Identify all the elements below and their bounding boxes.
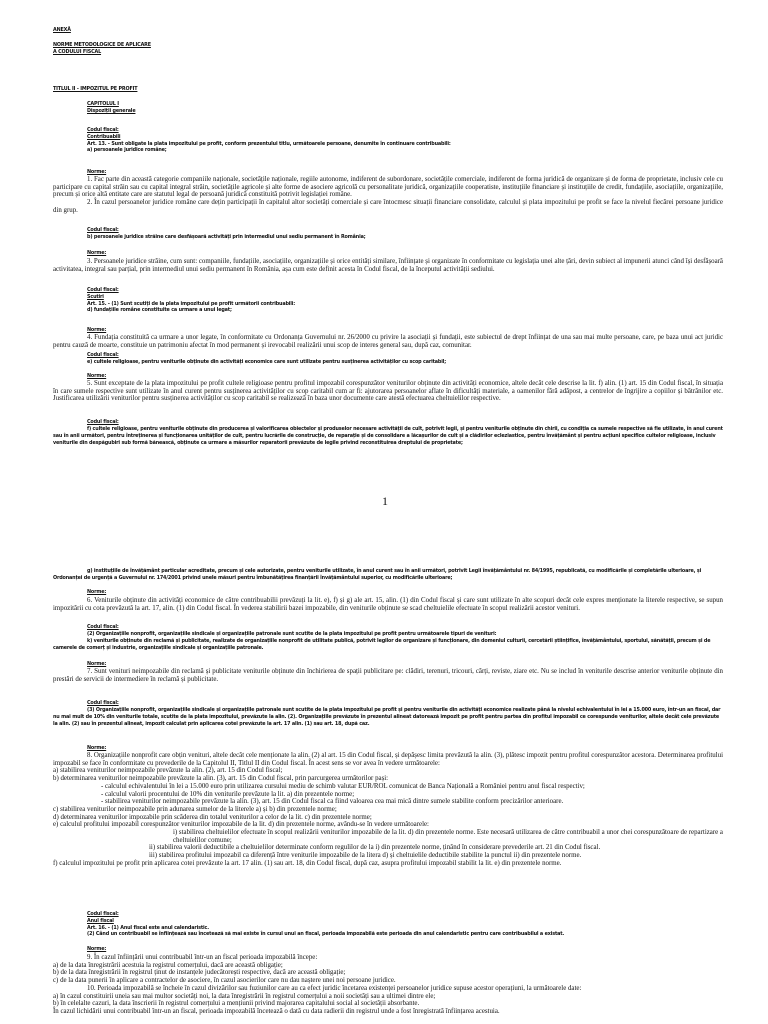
norm-paragraph-10: 10. Perioada impozabilă se încheie în cazul divizărilor sau fuziunilor care au ca efect juridic încetarea existenței persoanelor juridice supuse acestor operațiuni, la următoarele date: [87, 984, 582, 992]
fiscal-code-block-2 [87, 227, 723, 241]
norms-label: Norme: [87, 946, 107, 952]
fiscal-code-article: Art. 16. - (1) Anul fiscal este anul calendaristic. [87, 924, 209, 931]
norms-paragraphs-4 [53, 380, 723, 403]
fiscal-code-label: Codul fiscal: [87, 700, 119, 706]
norms-label: Norme: [87, 373, 107, 379]
norm-paragraph-9: 9. În cazul înființării unui contribuabil într-un an fiscal perioada impozabilă începe: [87, 954, 318, 961]
fiscal-code-block-5 [87, 419, 723, 426]
norms-label: Norme: [87, 250, 107, 256]
chapter-subtitle: Dispoziții generale [87, 107, 136, 114]
norm-paragraph-7: 7. Sunt venituri neimpozabile din reclamă și publicitate veniturile obținute din închirierea de spații publicitare pe: clădiri, terenuri, tricouri, cărți, reviste, ziare etc. Nu se includ în veniturile descrise anterior veniturile obținute din prestări de servicii de intermediere în reclamă și publicitate. [53, 668, 723, 683]
norm-sub-item: ii) stabilirea valorii deductibile a cheltuielilor determinate conform regulilor de la i) din prezentele norme, ținând în considerare prevederile art. 21 din Codul fiscal. [149, 844, 601, 852]
fiscal-code-article: (2) Organizațiile nonprofit, organizațiile sindicale și organizațiile patronale sunt scutite de la plata impozitului pe profit pentru următoarele tipuri de venituri: [87, 630, 497, 637]
fiscal-code-block-5-text [53, 426, 723, 446]
norm-paragraph-3: 3. Persoanele juridice străine, cum sunt: companiile, fundațiile, asociațiile, organizațiile și orice entități similare, înființate și organizate în conformitate cu legislația unei alte țări, devin subiect al impunerii atunci când își desfășoară activitatea, integral sau parțial, prin intermediul unui sediu permanent în România, așa cum este definit acesta în Codul fiscal, de la începutul activității sediului. [53, 258, 723, 273]
norms-label-4 [87, 373, 723, 380]
fiscal-code-article: Art. 13. - Sunt obligate la plata impozitului pe profit, conform prezentului titlu, următoarele persoane, denumite în continuare contribuabili: [87, 140, 451, 147]
chapter-heading [87, 101, 723, 115]
norm-list-item: f) calculul impozitului pe profit prin aplicarea cotei prevăzute la art. 17 alin. (1) sau art. 18, din Codul fiscal, după caz, asupra profitului impozabil stabilit la lit. e) din prezentele norme. [53, 859, 562, 867]
norms-label-1 [87, 169, 723, 176]
fiscal-code-heading: Scutiri [87, 293, 104, 300]
norm-sub-item: iii) stabilirea profitului impozabil ca diferență între veniturile impozabile de la litera d) și cheltuielile deductibile stabilite la punctul ii) din prezentele norme. [149, 852, 582, 860]
norms-paragraphs-9 [53, 954, 723, 1016]
fiscal-code-label: Codul fiscal: [87, 352, 119, 358]
fiscal-code-heading: Contribuabili [87, 133, 121, 140]
fiscal-code-block-9 [87, 911, 723, 938]
fiscal-code-heading: Anul fiscal [87, 917, 114, 924]
norm-paragraph-5: 5. Sunt exceptate de la plata impozitului pe profit cultele religioase pentru profitul impozabil corespunzător veniturilor obținute din activități economice, altele decât cele descrise la lit. f) alin. (1) art. 15 din Codul fiscal, în situația în care sumele respective sunt utilizate în anul curent pentru susținerea activităților cu scop caritabil cum ar fi: ajutorarea persoanelor aflate în dificultăți materiale, a oamenilor fără adăpost, a centrelor de îngrijire a copiilor și bătrânilor etc. Justificarea utilizării veniturilor pentru susținerea activităților cu scop caritabil se realizează în baza unor documente care atestă efectuarea cheltuielilor respective. [53, 380, 723, 403]
fiscal-code-item: e) cultele religioase, pentru veniturile obținute din activități economice care sunt utilizate pentru susținerea activităților cu scop caritabil; [87, 358, 447, 365]
norms-label-2 [87, 250, 723, 257]
fiscal-code-item: g) instituțiile de învățământ particular acreditate, precum și cele autorizate, pentru veniturile utilizate, în anul curent sau în anii următori, potrivit Legii învățământului nr. 84/1995, republicată, cu modificările și completările ulterioare, și Ordonanței de urgență a Guvernului nr. 174/2001 privind unele măsuri pentru îmbunătățirea finanțării învățământului superior, cu modificările ulterioare; [53, 568, 702, 581]
fiscal-code-block-8-text [53, 707, 723, 727]
norm-list-item: b) în celelalte cazuri, la data înscrierii în registrul comerțului a mențiunii privind majorarea capitalului social al societății absorbante. [53, 1000, 420, 1008]
title-ii-heading: TITLUL II - IMPOZITUL PE PROFIT [53, 86, 138, 92]
fiscal-code-label: Codul fiscal: [87, 911, 119, 917]
fiscal-code-item: k) veniturile obținute din reclamă și publicitate, realizate de organizațiile nonprofit de utilitate publică, potrivit legilor de organizare și funcționare, din domeniul culturii, cercetării științifice, învățământului, sportului, sănătății, precum și de camerele de comerț și industrie, organizațiile sindicale și organizațiile patronale. [53, 638, 711, 651]
annex-heading: ANEXĂ [53, 27, 71, 33]
fiscal-code-block-7 [87, 624, 723, 638]
norms-label: Norme: [87, 745, 107, 751]
fiscal-code-label: Codul fiscal: [87, 419, 119, 425]
norm-list-item: b) determinarea veniturilor neimpozabile prevăzute la alin. (3), art. 15 din Codul fiscal, prin parcurgerea următorilor pași: [53, 775, 389, 783]
norms-paragraphs-1 [53, 176, 723, 215]
title-block [53, 86, 723, 93]
norm-list-item: c) de la data punerii în aplicare a contractelor de asociere, în cazul asocierilor care nu dau naștere unei noi persoane juridice. [53, 977, 396, 985]
norm-list-item: d) determinarea veniturilor impozabile prin scăderea din totalul veniturilor a celor de la lit. c) din prezentele norme; [53, 813, 372, 821]
norm-paragraph-6: 6. Veniturile obținute din activități economice de către contribuabilii prevăzuți la lit. e), f) și g) ale art. 15, alin. (1) din Codul fiscal și care sunt utilizate în alte scopuri decât cele expres menționate la literele respective, se supun impozitării cu cota prevăzută la art. 17, alin. (1) din Codul fiscal. În vederea stabilirii bazei impozabile, din veniturile obținute se scad cheltuielile efectuate în scopul realizării acestor venituri. [53, 597, 723, 612]
fiscal-code-block-4 [87, 352, 723, 366]
fiscal-code-label: Codul fiscal: [87, 624, 119, 630]
norms-label-6 [87, 589, 723, 596]
fiscal-code-block-1 [87, 127, 723, 154]
norms-paragraphs-3 [53, 334, 723, 349]
norm-list-item: În cazul lichidării unui contribuabil într-un an fiscal, perioada impozabilă încetează o dată cu data radierii din registrul unde a fost înregistrată înființarea acestuia. [53, 1007, 500, 1015]
norms-paragraphs-2 [53, 258, 723, 273]
norms-label-9 [87, 946, 723, 953]
chapter-title: CAPITOLUL I [87, 101, 119, 107]
fiscal-code-block-6 [53, 568, 723, 582]
fiscal-code-block-3 [87, 287, 723, 314]
norm-list-item: e) calculul profitului impozabil corespunzător veniturilor impozabile de la lit. d) din prezentele norme, avându-se în vedere următoarele: [53, 821, 429, 829]
norm-paragraph-4: 4. Fundația constituită ca urmare a unor legate, în conformitate cu Ordonanța Guvernului nr. 26/2000 cu privire la asociații și fundații, este subiectul de drept înființat de una sau mai multe persoane, care, pe baza unui act juridic pentru cauză de moarte, constituie un patrimoniu afectat în mod permanent și irevocabil realizării unui scop de interes general sau, după caz, comunitar. [53, 334, 723, 349]
fiscal-code-label: Codul fiscal: [87, 287, 119, 293]
fiscal-code-item: a) persoanele juridice române; [87, 147, 167, 154]
fiscal-code-item: b) persoanele juridice străine care desfășoară activități prin intermediul unui sediu permanent în România; [87, 233, 366, 240]
norms-title-line-2: A CODULUI FISCAL [53, 48, 102, 55]
fiscal-code-block-7-text [53, 638, 723, 652]
norm-sub-item: - calculul valorii procentului de 10% din veniturile prevăzute la lit. a) din prezentele norme; [101, 790, 355, 798]
norm-list-item: c) stabilirea veniturilor neimpozabile prin adunarea sumelor de la literele a) și b) din prezentele norme; [53, 805, 337, 813]
norm-paragraph-8: 8. Organizațiile nonprofit care obțin venituri, altele decât cele menționate la alin. (2) al art. 15 din Codul fiscal, și depășesc limita prevăzută la alin. (3), plătesc impozit pentru profitul corespunzător acestora. Determinarea profitului impozabil se face în conformitate cu prevederile de la Capitolul II, Titlul II din Codul fiscal. În acest sens se vor avea în vedere următoarele: [53, 752, 723, 767]
fiscal-code-item: (2) Când un contribuabil se înființează sau încetează să mai existe în cursul unui an fiscal, perioada impozabilă este perioada din anul calendaristic pentru care contribuabilul a existat. [87, 931, 565, 938]
norm-sub-item: - calculul echivalentului în lei a 15.000 euro prin utilizarea cursului mediu de schimb valutar EUR/ROL comunicat de Banca Națională a României pentru anul fiscal respectiv; [101, 782, 585, 790]
fiscal-code-label: Codul fiscal: [87, 127, 119, 133]
norms-title-line-1: NORME METODOLOGICE DE APLICARE [53, 42, 151, 48]
norms-paragraphs-7 [53, 668, 723, 683]
fiscal-code-article: Art. 15. - (1) Sunt scutiți de la plata impozitului pe profit următorii contribuabili: [87, 300, 296, 307]
norms-paragraphs-8 [53, 752, 723, 868]
norm-paragraph-1: 1. Fac parte din această categorie companiile naționale, societățile naționale, regiile autonome, indiferent de subordonare, societățile comerciale, indiferent de forma juridică de organizare și de forma de proprietate, inclusiv cele cu participare cu capital străin sau cu capital integral străin, societățile agricole și alte forme de asociere agricolă cu personalitate juridică, organizațiile cooperatiste, instituțiile financiare și instituțiile de credit, fundațiile, asociațiile, organizațiile, precum și orice altă entitate care are statutul legal de persoană juridică constituită potrivit legislației române. [53, 176, 723, 199]
norms-label-8 [87, 745, 723, 752]
norm-paragraph-2: 2. În cazul persoanelor juridice române care dețin participații în capitalul altor societăți comerciale și care întocmesc situații financiare consolidate, calculul și plata impozitului pe profit se face la nivelul fiecărei persoane juridice din grup. [53, 199, 723, 214]
norms-title-block [53, 42, 723, 56]
document-header [53, 27, 723, 34]
fiscal-code-label: Codul fiscal: [87, 227, 119, 233]
norm-list-item: a) stabilirea veniturilor neimpozabile prevăzute la alin. (2), art. 15 din Codul fiscal; [53, 767, 283, 775]
fiscal-code-block-8 [87, 700, 723, 707]
fiscal-code-article: (3) Organizațiile nonprofit, organizațiile sindicale și organizațiile patronale sunt scutite de la plata impozitului pe profit și pentru veniturile din activități economice realizate până la nivelul echivalentului în lei a 15.000 euro, într-un an fiscal, dar nu mai mult de 10% din veniturile totale, scutite de la plata impozitului, prevăzute la alin. (2). Organizațiile prevăzute în prezentul alineat datorează impozit pe profit pentru partea din profitul impozabil ce corespunde veniturilor, altele decât cele prevăzute la alin. (2) sau în prezentul alineat, impozit calculat prin aplicarea cotei prevăzute la art. 17 alin. (1) sau art. 18, după caz. [53, 707, 721, 727]
fiscal-code-item: f) cultele religioase, pentru veniturile obținute din producerea și valorificarea obiectelor și produselor necesare activității de cult, potrivit legii, și pentru veniturile obținute din chirii, cu condiția ca sumele respective să fie utilizate, în anul curent sau în anii următori, pentru întreținerea și funcționarea unităților de cult, pentru lucrările de construcție, de reparație și de consolidare a lăcașurilor de cult și a clădirilor ecleziastice, pentru învățământ și pentru acțiuni specifice cultelor religioase, inclusiv veniturile din despăgubiri sub formă bănească, obținute ca urmare a măsurilor reparatorii prevăzute de legile privind reconstituirea dreptului de proprietate; [53, 426, 723, 446]
norm-list-item: b) de la data înregistrării în registrul ținut de instanțele judecătorești respective, dacă are această obligație; [53, 969, 346, 977]
norms-label-3 [87, 327, 723, 334]
norm-list-item: a) de la data înregistrării acestuia la registrul comerțului, dacă are această obligație; [53, 961, 283, 969]
norms-label: Norme: [87, 327, 107, 333]
norms-label: Norme: [87, 589, 107, 595]
page-number: 1 [382, 494, 388, 508]
norms-label-7 [87, 661, 723, 668]
norm-sub-item: i) stabilirea cheltuielilor efectuate în scopul realizării veniturilor impozabile de la lit. d) din prezentele norme. Este necesară utilizarea de către contribuabil a unor chei corespunzătoare de repartizare a cheltuielilor comune; [173, 829, 723, 844]
norms-label: Norme: [87, 169, 107, 175]
fiscal-code-item: d) fundațiile române constituite ca urmare a unui legat; [87, 307, 232, 314]
norms-paragraphs-6 [53, 597, 723, 612]
norm-sub-item: - stabilirea veniturilor neimpozabile prevăzute la alin. (3), art. 15 din Codul fiscal ca fiind valoarea cea mai mică dintre sumele stabilite conform precizărilor anterioare. [101, 798, 564, 806]
norm-list-item: a) în cazul constituirii uneia sau mai multor societăți noi, la data înregistrării în registrul comerțului a noii societăți sau a ultimei dintre ele; [53, 992, 436, 1000]
norms-label: Norme: [87, 661, 107, 667]
